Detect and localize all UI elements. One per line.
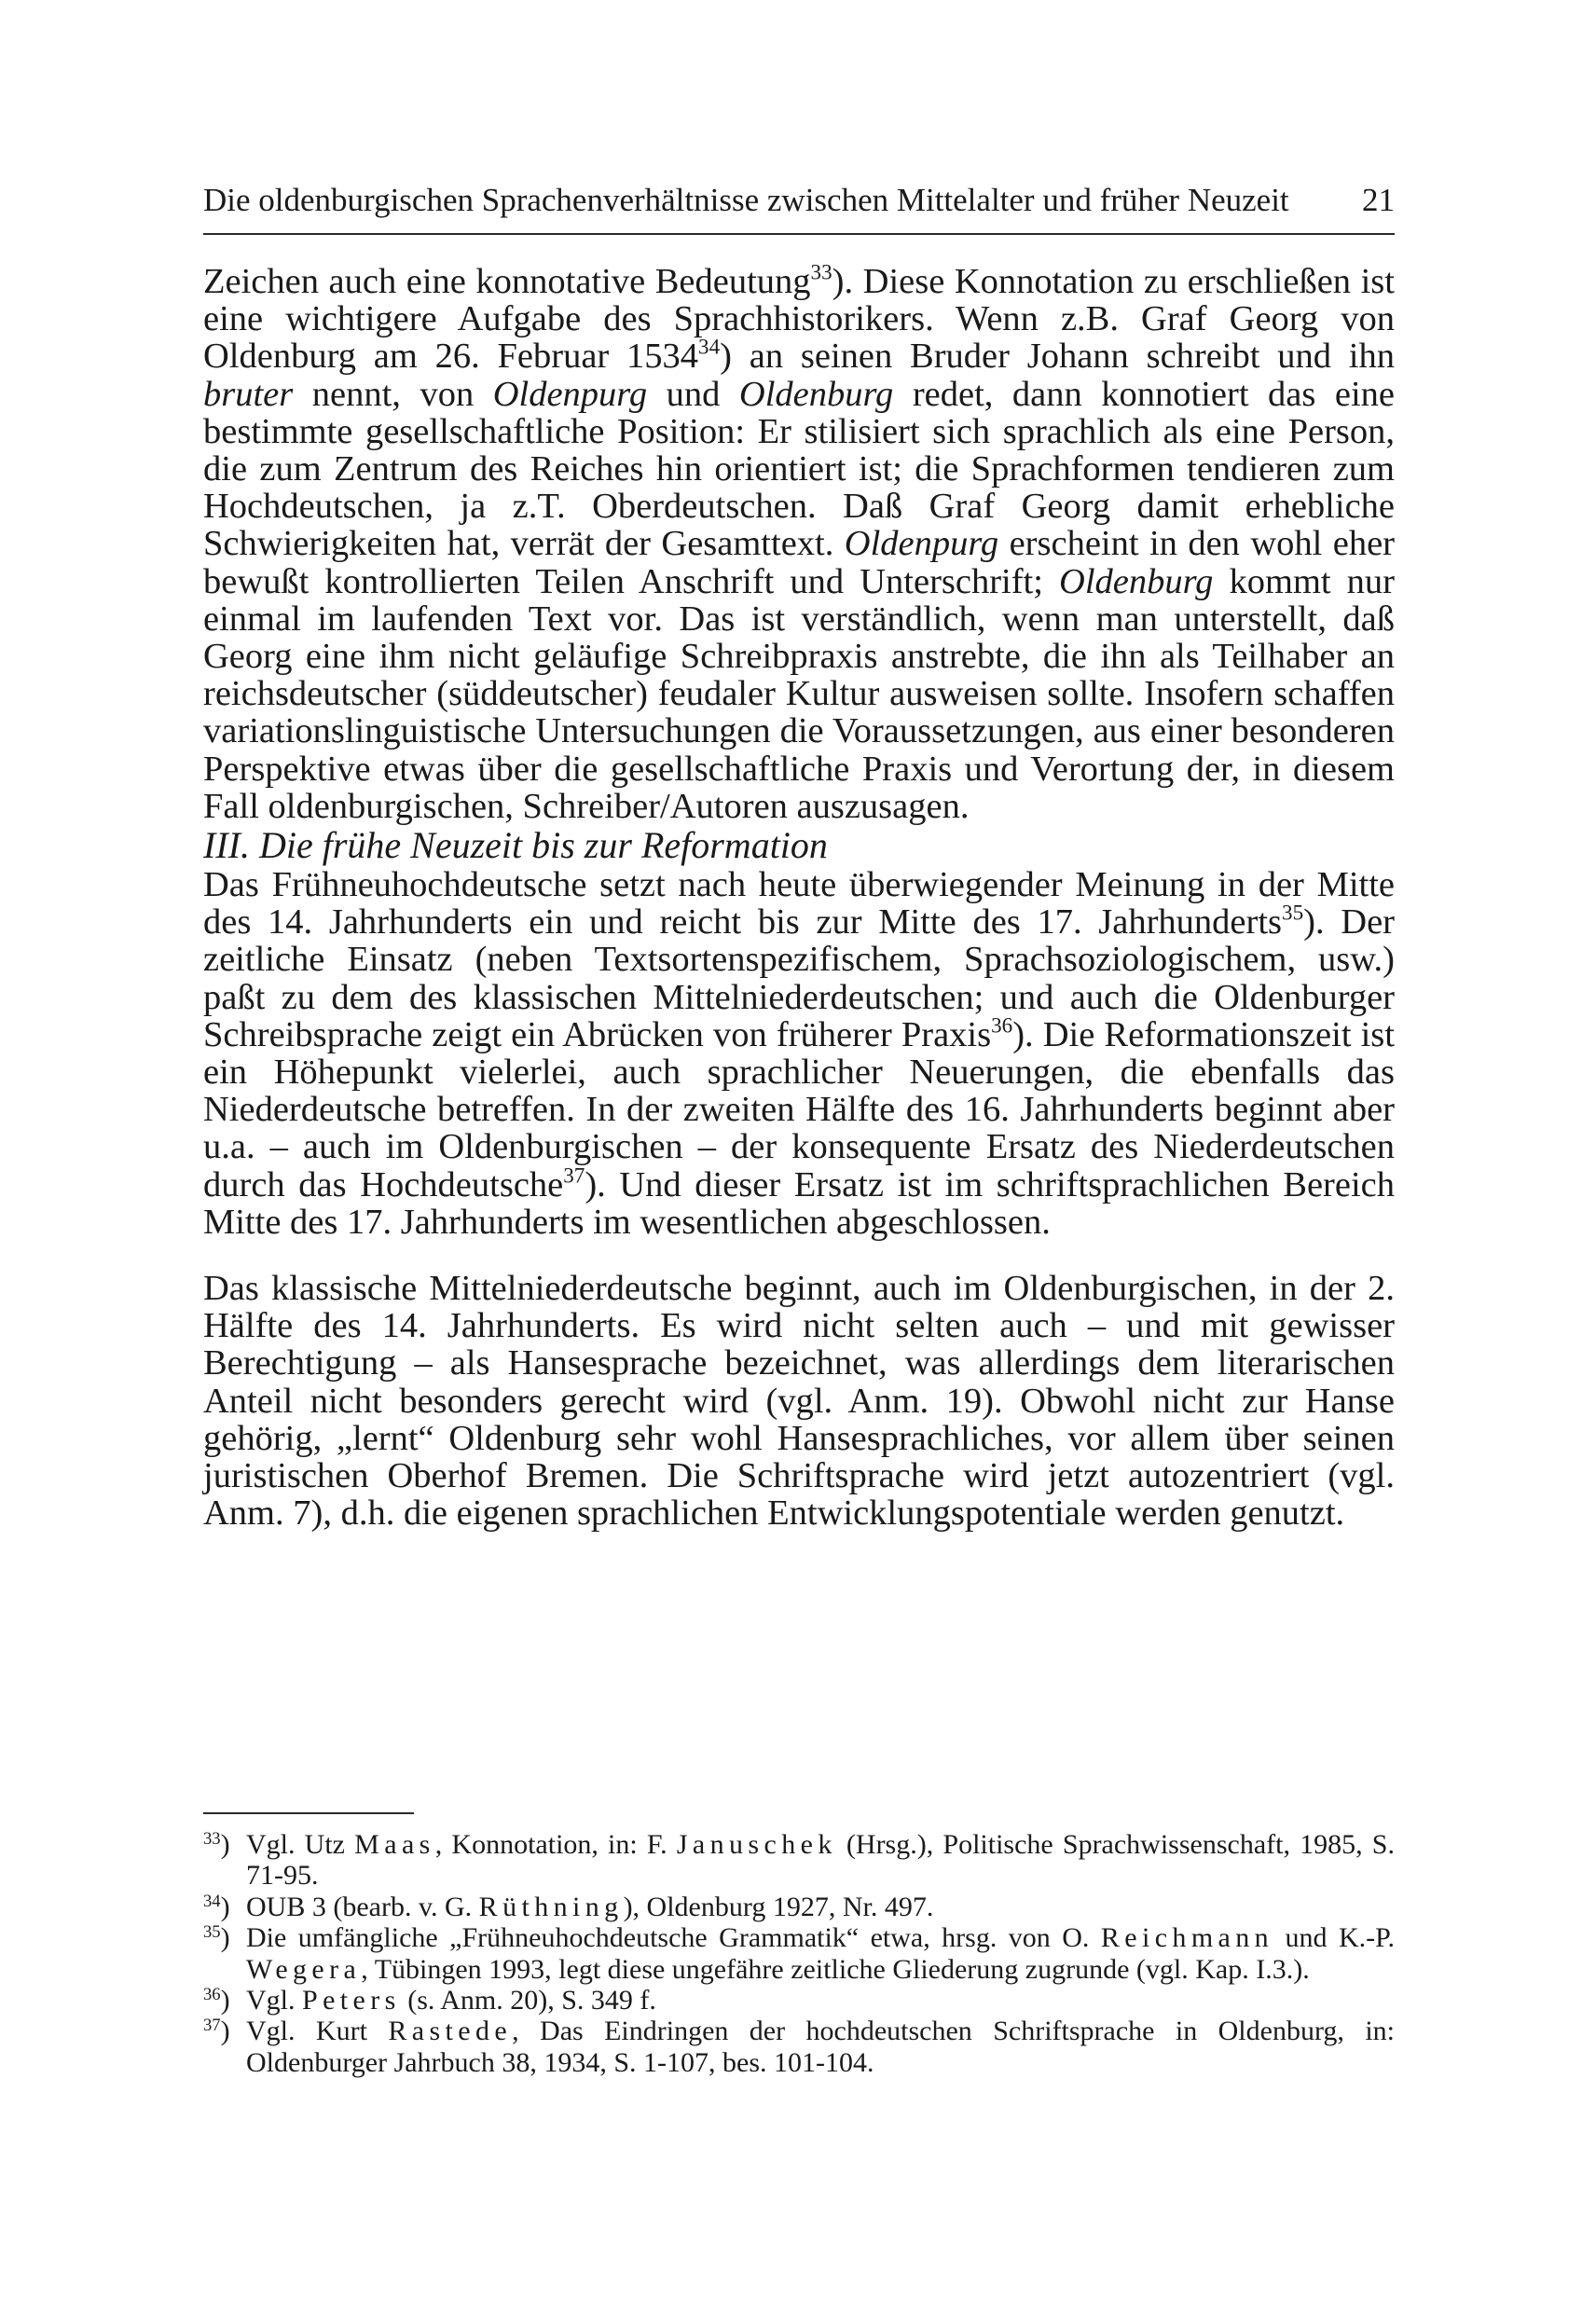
quoted-word: bruter (203, 374, 294, 414)
page-number: 21 (1362, 182, 1395, 218)
footnote-number: $^{35}$) (203, 1922, 230, 1954)
paragraph-3: Das klassische Mittelniederdeutsche beginnt, auch im Oldenburgischen, in der 2. Hälfte des 14. Jahrhunderts. Es wird nicht selten auch – und mit gewisser Berechtigung – als Hansesprache bezeichnet, was allerdings dem literarischen Anteil nicht besonders gerecht wird (vgl. Anm. 19). Obwohl nicht zur Hanse gehörig, „lernt“ Oldenburg sehr wohl Hansesprachliches, vor allem über seinen juristischen Oberhof Bremen. Die Schriftsprache wird jetzt autozentriert (vgl. Anm. 7), d.h. die eigenen sprachlichen Entwicklungspotentiale werden genutzt. (203, 1269, 1395, 1534)
footnotes (203, 1829, 1395, 2078)
main-text (203, 259, 1395, 1534)
quoted-word: Oldenpurg (844, 524, 999, 564)
running-head (203, 179, 1395, 222)
footnote-number: $^{34}$) (203, 1891, 230, 1922)
paragraph-1: Zeichen auch eine konnotative Bedeutung$^{33}$). Diese Konnotation zu erschließen ist eine wichtigere Aufgabe des Sprachhistorikers. Wenn z.B. Graf Georg von Oldenburg am 26. Februar 1534$^{34}$) an seinen Bruder Johann schreibt und ihn bruter nennt, von Oldenpurg und Oldenburg redet, dann konnotiert das eine bestimmte gesellschaftliche Position: Er stilisiert sich sprachlich als eine Person, die zum Zentrum des Reiches hin orientiert ist; die Sprachformen tendieren zum Hochdeutschen, ja z.T. Oberdeutschen. Daß Graf Georg damit erhebliche Schwierigkeiten hat, verrät der Gesamttext. Oldenpurg erscheint in den wohl eher bewußt kontrollierten Teilen Anschrift und Unterschrift; Oldenburg kommt nur einmal im laufenden Text vor. Das ist verständlich, wenn man unterstellt, daß Georg eine ihm nicht geläufige Schreibpraxis anstrebte, die ihn als Teilhaber an reichsdeutscher (süddeutscher) feudaler Kultur ausweisen sollte. Insofern schaffen variationslinguistische Untersuchungen die Voraussetzungen, aus einer besonderen Perspektive etwas über die gesellschaftliche Praxis und Verortung der, in diesem Fall oldenburgischen, Schreiber/Autoren auszusagen. (203, 259, 1395, 826)
header-rule (203, 233, 1395, 235)
author-name: Rüthning (478, 1891, 624, 1922)
author-name: Peters (302, 1985, 401, 2016)
footnote-number: $^{36}$) (203, 1984, 230, 2016)
paragraph-2: Das Frühneuhochdeutsche setzt nach heute überwiegender Meinung in der Mitte des 14. Jahrhunderts ein und reicht bis zur Mitte des 17. Jahrhunderts$^{35}$). Der zeitliche Einsatz (neben Textsortenspezifischem, Sprachsoziologischem, usw.) paßt zu dem des klassischen Mittelniederdeutschen; und auch die Oldenburger Schreibsprache zeigt ein Abrücken von früherer Praxis$^{36}$). Die Reformationszeit ist ein Höhepunkt vielerlei, auch sprachlicher Neuerungen, die ebenfalls das Niederdeutsche betreffen. In der zweiten Hälfte des 16. Jahrhunderts beginnt aber u.a. – auch im Oldenburgischen – der konsequente Ersatz des Niederdeutschen durch das Hochdeutsche$^{37}$). Und dieser Ersatz ist im schriftsprachlichen Bereich Mitte des 17. Jahrhunderts im wesentlichen abgeschlossen. (203, 865, 1395, 1242)
quoted-word: Oldenburg (738, 374, 894, 414)
footnote-ref-35[interactable]: 35 (1282, 900, 1304, 925)
running-head-title: Die oldenburgischen Sprachenverhältnisse zwischen Mittelalter und früher Neuzeit (203, 182, 1289, 218)
author-name: Rastede (388, 2016, 513, 2047)
author-name: Januschek (676, 1829, 837, 1860)
footnote-rule (203, 1812, 414, 1814)
quoted-word: Oldenpurg (492, 374, 648, 414)
footnote-36: $^{36}$) Vgl. Peters (s. Anm. 20), S. 349 f. (203, 1984, 656, 2016)
author-name: Wegera (246, 1953, 362, 1985)
author-name: Maas (354, 1829, 435, 1860)
footnote-37: $^{37}$) Vgl. Kurt Rastede, Das Eindringen der hochdeutschen Schriftsprache in Oldenburg, in: Oldenburger Jahrbuch 38, 1934, S. 1-107, bes. 101-104. (203, 2016, 1395, 2078)
footnote-33: $^{33}$) Vgl. Utz Maas, Konnotation, in: F. Januschek (Hrsg.), Politische Sprachwissenschaft, 1985, S. 71-95. (203, 1828, 1395, 1892)
section-heading: III. Die frühe Neuzeit bis zur Reformation (203, 824, 828, 867)
quoted-word: Oldenburg (1059, 561, 1214, 601)
footnote-ref-36[interactable]: 36 (991, 1012, 1013, 1038)
footnote-ref-37[interactable]: 37 (563, 1163, 585, 1188)
author-name: Reichmann (1100, 1922, 1274, 1954)
footnote-number: $^{33}$) (203, 1828, 230, 1860)
footnote-ref-33[interactable]: 33 (810, 259, 832, 284)
footnote-35: $^{35}$) Die umfängliche „Frühneuhochdeutsche Grammatik“ etwa, hrsg. von O. Reichmann und K.-P. Wegera, Tübingen 1993, legt diese ungefähre zeitliche Gliederung zugrunde (vgl. Kap. I.3.). (203, 1922, 1395, 1985)
footnote-34: $^{34}$) OUB 3 (bearb. v. G. Rüthning), Oldenburg 1927, Nr. 497. (203, 1891, 934, 1922)
footnote-number: $^{37}$) (203, 2016, 230, 2047)
footnote-ref-34[interactable]: 34 (698, 335, 721, 360)
